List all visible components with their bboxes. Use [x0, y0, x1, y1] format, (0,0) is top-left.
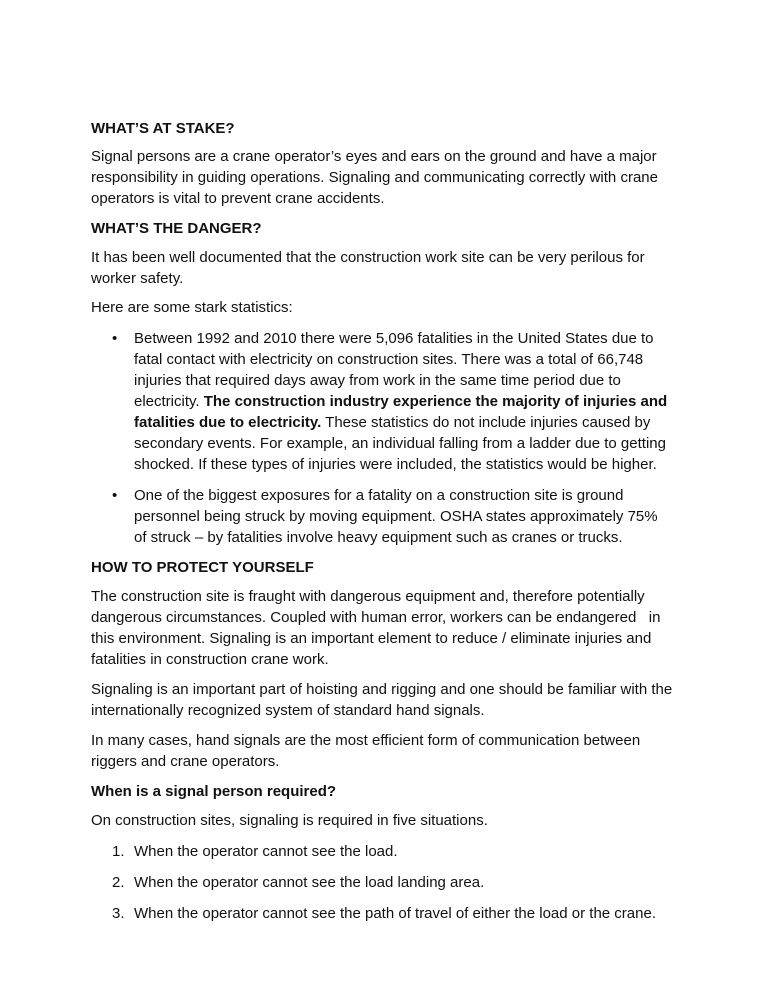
efficient-paragraph	[91, 730, 691, 772]
heading: WHAT’S AT STAKE?	[91, 120, 235, 137]
text-line: this environment. Signaling is an important element to reduce / eliminate injuries and	[91, 630, 652, 647]
stats-intro: Here are some stark statistics:	[91, 299, 293, 316]
heading: HOW TO PROTECT YOURSELF	[91, 559, 314, 576]
text-line: responsibility in guiding operations. Signaling and communicating correctly with crane	[91, 169, 658, 186]
text-line: fatal contact with electricity on construction sites. There was a total of 66,748	[134, 351, 644, 368]
required-intro: On construction sites, signaling is required in five situations.	[91, 812, 488, 829]
text-line: When the operator cannot see the path of travel of either the load or the crane.	[134, 905, 656, 922]
hoisting-paragraph	[91, 679, 691, 721]
bullet-icon: •	[112, 330, 118, 347]
text-line: operators is vital to prevent crane accidents.	[91, 190, 385, 207]
text-line: internationally recognized system of standard hand signals.	[91, 702, 485, 719]
danger-paragraph	[91, 247, 691, 289]
bold-text: fatalities due to electricity.	[134, 414, 322, 431]
item-number: 3.	[112, 905, 125, 922]
numbered-item	[112, 872, 734, 893]
text-line: injuries that required days away from work in the same time period due to	[134, 372, 621, 389]
text-line: fatalities in construction crane work.	[91, 651, 329, 668]
text-line: worker safety.	[91, 270, 184, 287]
section-heading-stake	[91, 118, 691, 139]
text-line: Signal persons are a crane operator’s eyes and ears on the ground and have a major	[91, 148, 657, 165]
text-line: Between 1992 and 2010 there were 5,096 fatalities in the United States due to	[134, 330, 654, 347]
numbered-item	[112, 841, 734, 862]
text-line: When the operator cannot see the load.	[134, 843, 398, 860]
bold-text: The construction industry experience the majority of injuries and	[203, 393, 668, 410]
section-heading-required	[91, 781, 691, 802]
text-line: One of the biggest exposures for a fatality on a construction site is ground	[134, 487, 624, 504]
item-number: 1.	[112, 843, 125, 860]
text-line: It has been well documented that the construction work site can be very perilous for	[91, 249, 645, 266]
section-heading-danger	[91, 218, 691, 239]
protect-paragraph	[91, 586, 691, 670]
bullet-item	[112, 485, 734, 548]
text-line: shocked. If these types of injuries were included, the statistics would be higher.	[134, 456, 657, 473]
text-line: personnel being struck by moving equipment. OSHA states approximately 75%	[134, 508, 658, 525]
bullet-icon: •	[112, 487, 118, 504]
section-heading-protect	[91, 557, 691, 578]
bullet-item	[112, 328, 734, 475]
text-line: When the operator cannot see the load landing area.	[134, 874, 485, 891]
heading: When is a signal person required?	[91, 783, 337, 800]
text-line: of struck – by fatalities involve heavy equipment such as cranes or trucks.	[134, 529, 623, 546]
text-line: riggers and crane operators.	[91, 753, 280, 770]
text-line: dangerous circumstances. Coupled with human error, workers can be endangered in	[91, 609, 661, 626]
text: electricity.	[134, 393, 204, 410]
stake-paragraph	[91, 146, 691, 209]
heading: WHAT’S THE DANGER?	[91, 220, 262, 237]
numbered-item	[112, 903, 734, 924]
text-line: In many cases, hand signals are the most efficient form of communication between	[91, 732, 641, 749]
text-line: secondary events. For example, an individual falling from a ladder due to getting	[134, 435, 666, 452]
text-line: Signaling is an important part of hoisting and rigging and one should be familiar with the	[91, 681, 673, 698]
text: These statistics do not include injuries caused by	[321, 414, 651, 431]
text-line: The construction site is fraught with dangerous equipment and, therefore potentially	[91, 588, 645, 605]
item-number: 2.	[112, 874, 125, 891]
